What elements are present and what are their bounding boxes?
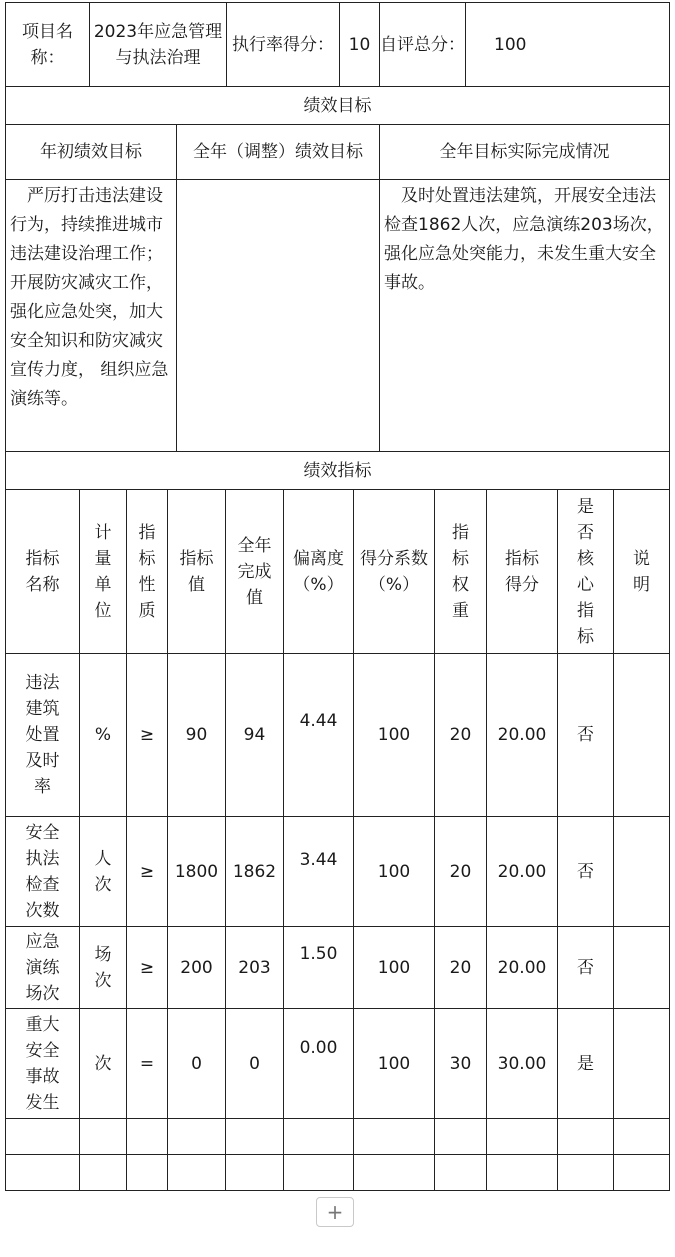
row-nature[interactable]: = — [127, 1009, 168, 1119]
add-row-button[interactable]: + — [316, 1197, 354, 1227]
row-actual[interactable]: 1862 — [226, 817, 284, 927]
col-header-unit: 计量单位 — [80, 490, 127, 654]
row-name[interactable]: 安全执法检查次数 — [6, 817, 80, 927]
row-unit[interactable]: % — [80, 654, 127, 817]
performance-evaluation-form — [5, 2, 669, 1188]
goals-table — [5, 86, 670, 490]
row-core[interactable]: 否 — [558, 927, 614, 1009]
empty-row — [6, 1119, 670, 1155]
row-unit[interactable]: 人次 — [80, 817, 127, 927]
row-core[interactable]: 是 — [558, 1009, 614, 1119]
empty-cell[interactable] — [558, 1155, 614, 1191]
col-header-deviation: 偏离度（%） — [284, 490, 354, 654]
adjusted-goal-text[interactable] — [177, 180, 380, 452]
empty-cell[interactable] — [614, 1155, 670, 1191]
table-row — [6, 927, 670, 1009]
col-header-weight: 指标权重 — [435, 490, 487, 654]
indicators-section-title: 绩效指标 — [6, 452, 670, 490]
empty-cell[interactable] — [127, 1119, 168, 1155]
row-core[interactable]: 否 — [558, 654, 614, 817]
row-actual[interactable]: 203 — [226, 927, 284, 1009]
col-header-name: 指标名称 — [6, 490, 80, 654]
empty-cell[interactable] — [487, 1155, 558, 1191]
empty-cell[interactable] — [487, 1119, 558, 1155]
col-header-score: 指标得分 — [487, 490, 558, 654]
initial-goal-header: 年初绩效目标 — [6, 125, 177, 180]
project-header-table — [5, 2, 670, 87]
empty-cell[interactable] — [80, 1119, 127, 1155]
table-row — [6, 654, 670, 817]
empty-cell[interactable] — [435, 1119, 487, 1155]
col-header-target: 指标值 — [168, 490, 226, 654]
row-note[interactable] — [614, 654, 670, 817]
actual-goal-text[interactable] — [380, 180, 670, 452]
empty-cell[interactable] — [80, 1155, 127, 1191]
self-eval-label: 自评总分： — [380, 3, 466, 87]
empty-cell[interactable] — [354, 1119, 435, 1155]
col-header-nature: 指标性质 — [127, 490, 168, 654]
row-nature[interactable]: ≥ — [127, 654, 168, 817]
row-unit[interactable]: 次 — [80, 1009, 127, 1119]
empty-cell[interactable] — [226, 1155, 284, 1191]
row-score: 20.00 — [487, 927, 558, 1009]
empty-cell[interactable] — [6, 1155, 80, 1191]
row-weight[interactable]: 20 — [435, 654, 487, 817]
project-name-label: 项目名称： — [6, 3, 90, 87]
row-deviation: 4.44 — [284, 654, 354, 817]
table-row — [6, 817, 670, 927]
row-target[interactable]: 90 — [168, 654, 226, 817]
row-score: 30.00 — [487, 1009, 558, 1119]
col-header-note: 说明 — [614, 490, 670, 654]
initial-goal-text-body: 严厉打击违法建设行为，持续推进城市违法建设治理工作；开展防灾减灾工作，强化应急处突，加大安全知识和防灾减灾宣传力度， 组织应急演练等。 — [10, 186, 169, 409]
empty-cell[interactable] — [168, 1119, 226, 1155]
project-name-value[interactable]: 2023年应急管理与执法治理 — [90, 3, 227, 87]
actual-goal-header: 全年目标实际完成情况 — [380, 125, 670, 180]
row-deviation: 0.00 — [284, 1009, 354, 1119]
table-row — [6, 1009, 670, 1119]
col-header-core: 是否核心指标 — [558, 490, 614, 654]
empty-row — [6, 1155, 670, 1191]
col-header-coef: 得分系数（%） — [354, 490, 435, 654]
initial-goal-text[interactable] — [6, 180, 177, 452]
row-score: 20.00 — [487, 817, 558, 927]
row-target[interactable]: 0 — [168, 1009, 226, 1119]
row-deviation: 3.44 — [284, 817, 354, 927]
empty-cell[interactable] — [284, 1119, 354, 1155]
empty-cell[interactable] — [226, 1119, 284, 1155]
self-eval-value[interactable]: 100 — [466, 3, 670, 87]
indicators-table — [5, 489, 670, 1191]
row-deviation: 1.50 — [284, 927, 354, 1009]
row-weight[interactable]: 20 — [435, 817, 487, 927]
row-name[interactable]: 违法建筑处置及时率 — [6, 654, 80, 817]
empty-cell[interactable] — [435, 1155, 487, 1191]
empty-cell[interactable] — [127, 1155, 168, 1191]
row-weight[interactable]: 20 — [435, 927, 487, 1009]
row-target[interactable]: 1800 — [168, 817, 226, 927]
empty-cell[interactable] — [614, 1119, 670, 1155]
exec-rate-label: 执行率得分： — [227, 3, 340, 87]
row-note[interactable] — [614, 927, 670, 1009]
empty-cell[interactable] — [6, 1119, 80, 1155]
exec-rate-value[interactable]: 10 — [340, 3, 380, 87]
empty-cell[interactable] — [354, 1155, 435, 1191]
actual-goal-text-body: 及时处置违法建筑，开展安全违法检查1862人次，应急演练203场次，强化应急处突能力，未发生重大安全事故。 — [384, 186, 664, 293]
row-coef: 100 — [354, 654, 435, 817]
row-note[interactable] — [614, 817, 670, 927]
row-nature[interactable]: ≥ — [127, 927, 168, 1009]
row-weight[interactable]: 30 — [435, 1009, 487, 1119]
empty-cell[interactable] — [168, 1155, 226, 1191]
row-target[interactable]: 200 — [168, 927, 226, 1009]
row-actual[interactable]: 0 — [226, 1009, 284, 1119]
row-name[interactable]: 应急演练场次 — [6, 927, 80, 1009]
goals-section-title: 绩效目标 — [6, 87, 670, 125]
row-actual[interactable]: 94 — [226, 654, 284, 817]
row-core[interactable]: 否 — [558, 817, 614, 927]
row-nature[interactable]: ≥ — [127, 817, 168, 927]
row-coef: 100 — [354, 927, 435, 1009]
row-name[interactable]: 重大安全事故发生 — [6, 1009, 80, 1119]
row-score: 20.00 — [487, 654, 558, 817]
row-coef: 100 — [354, 1009, 435, 1119]
col-header-actual: 全年完成值 — [226, 490, 284, 654]
row-unit[interactable]: 场次 — [80, 927, 127, 1009]
empty-cell[interactable] — [558, 1119, 614, 1155]
empty-cell[interactable] — [284, 1155, 354, 1191]
row-coef: 100 — [354, 817, 435, 927]
adjusted-goal-header: 全年（调整）绩效目标 — [177, 125, 380, 180]
row-note[interactable] — [614, 1009, 670, 1119]
